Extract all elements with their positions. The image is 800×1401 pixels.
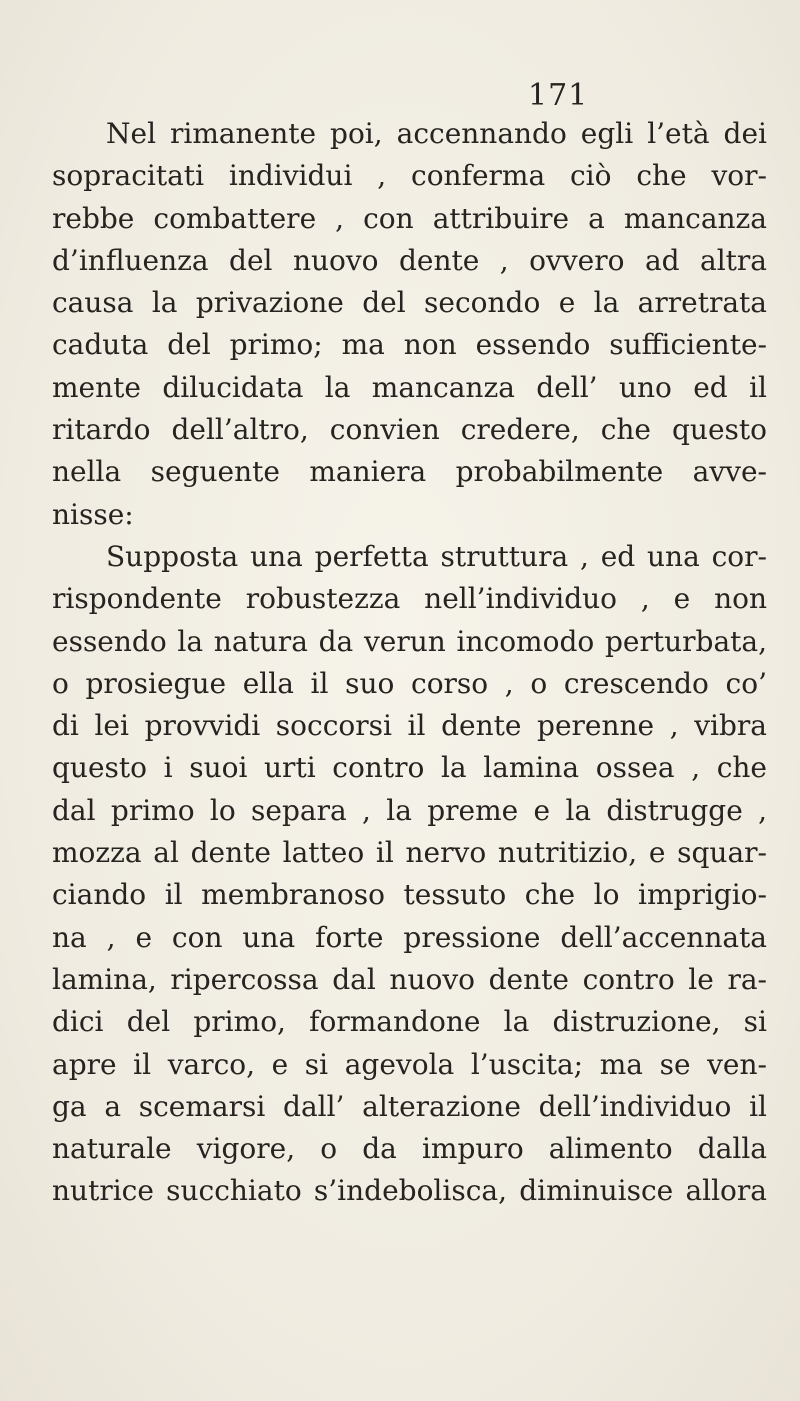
text-line: causa la privazione del secondo e la arretrata (52, 286, 767, 320)
text-line: dal primo lo separa , la preme e la distrugge , (52, 793, 767, 827)
text-line: nisse: (52, 497, 134, 531)
text-line: questo i suoi urti contro la lamina ossea , che (52, 751, 767, 785)
text-line: Supposta una perfetta struttura , ed una cor- (106, 539, 767, 573)
text-line: rebbe combattere , con attribuire a mancanza (52, 201, 767, 235)
page-number: 171 (528, 78, 589, 113)
text-line: mente dilucidata la mancanza dell’ uno ed il (52, 370, 767, 404)
text-line: o prosiegue ella il suo corso , o crescendo co’ (52, 666, 767, 700)
text-line: essendo la natura da verun incomodo perturbata, (52, 624, 767, 658)
text-line: naturale vigore, o da impuro alimento dalla (52, 1132, 767, 1166)
text-line: caduta del primo; ma non essendo sufficiente- (52, 328, 767, 362)
text-line: Nel rimanente poi, accennando egli l’età dei (106, 117, 767, 150)
text-line: dici del primo, formandone la distruzione, si (52, 1005, 767, 1039)
text-line: ciando il membranoso tessuto che lo imprigio- (52, 878, 767, 912)
text-line: ga a scemarsi dall’ alterazione dell’individuo il (52, 1089, 767, 1123)
body-text (52, 113, 767, 1213)
text-line: sopracitati individui , conferma ciò che vor- (52, 159, 767, 193)
text-line: di lei provvidi soccorsi il dente perenne , vibra (52, 709, 767, 743)
text-line: lamina, ripercossa dal nuovo dente contro le ra- (52, 962, 767, 996)
paragraph-2 (52, 536, 767, 1213)
text-line: mozza al dente latteo il nervo nutritizio, e squar- (52, 836, 767, 870)
paragraph-1 (52, 113, 767, 536)
text-line: rispondente robustezza nell’individuo , e non (52, 582, 767, 616)
text-line: apre il varco, e si agevola l’uscita; ma se ven- (52, 1047, 767, 1081)
text-line: na , e con una forte pressione dell’accennata (52, 920, 767, 954)
text-line: ritardo dell’altro, convien credere, che questo (52, 413, 767, 447)
text-line: nella seguente maniera probabilmente avve- (52, 455, 767, 489)
text-line: d’influenza del nuovo dente , ovvero ad altra (52, 243, 767, 277)
text-line: nutrice succhiato s’indebolisca, diminuisce allora (52, 1174, 767, 1208)
